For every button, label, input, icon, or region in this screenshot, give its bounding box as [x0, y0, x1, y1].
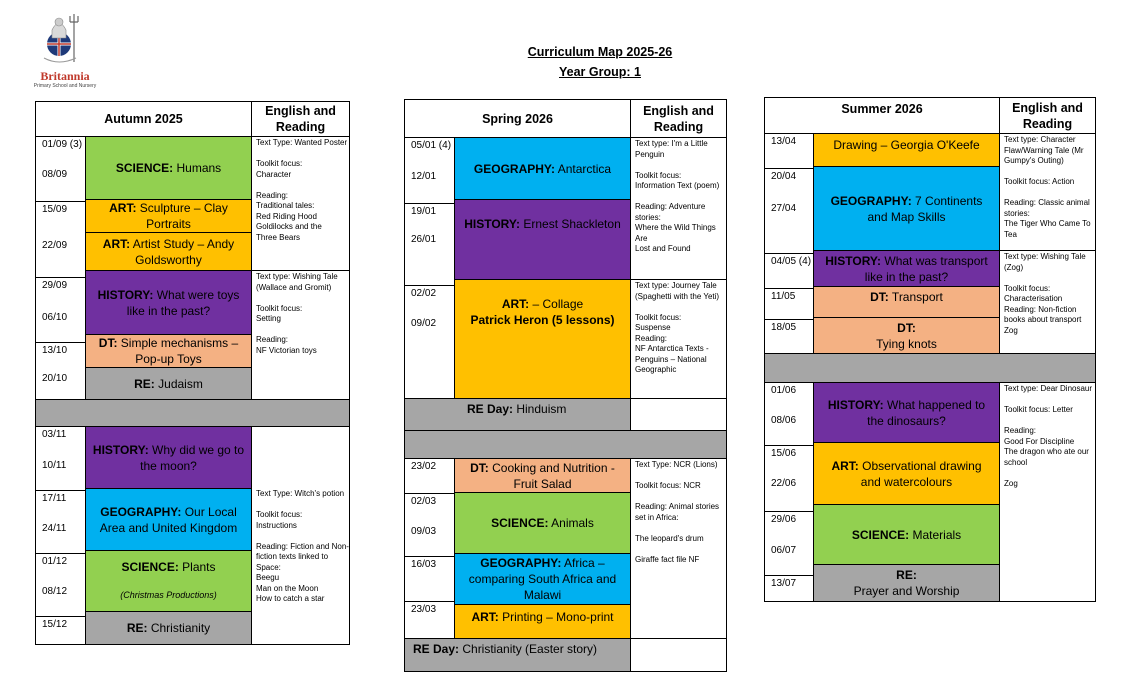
spring-notes-3: Text Type: NCR (Lions) Toolkit focus: NCR Reading: Animal stories set in Africa: The leopard's drum Giraffe fact file NF [630, 458, 726, 638]
school-subtitle: Primary School and Nursery [33, 83, 97, 89]
summer-topic-drawing: Drawing – Georgia O'Keefe [813, 133, 999, 166]
summer-topic-science-materials: SCIENCE: Materials [813, 504, 999, 564]
summer-notes-1: Text type: Character Flaw/Warning Tale (Mr Gumpy's Outing) Toolkit focus: Action Reading: Classic animal stories: The Tiger Who Came To Tea [999, 133, 1095, 250]
autumn-table [35, 101, 350, 645]
date: 01/09 (3) [42, 139, 83, 150]
date: 19/01 [405, 203, 454, 232]
date: 12/01 [411, 171, 437, 182]
date: 18/05 [765, 319, 813, 353]
autumn-term-header: Autumn 2025 [104, 112, 183, 126]
spring-notes-1: Text type: I'm a Little Penguin Toolkit focus: Information Text (poem) Reading: Adventure stories: Where the Wild Things Are Lost and Found [630, 137, 726, 279]
spring-topic-science-animals: SCIENCE: Animals [454, 492, 630, 553]
date: 03/11 [42, 429, 67, 440]
autumn-topic-geography-local: GEOGRAPHY: Our Local Area and United Kingdom [85, 488, 251, 550]
date: 26/01 [411, 234, 437, 245]
date: 09/03 [411, 526, 437, 537]
date: 20/04 [765, 168, 813, 201]
date: 05/01 (4) [411, 140, 452, 151]
date: 04/05 (4) [765, 253, 813, 288]
date: 15/06 [765, 445, 813, 476]
date: 08/09 [42, 169, 68, 180]
autumn-topic-art-sculpture: ART: Sculpture – Clay Portraits [85, 199, 251, 232]
spring-topic-geography-africa: GEOGRAPHY: Africa – comparing South Africa and Malawi [454, 553, 630, 604]
autumn-topic-science-plants: SCIENCE: Plants (Christmas Productions) [85, 550, 251, 611]
autumn-topic-history-moon: HISTORY: Why did we go to the moon? [85, 426, 251, 488]
summer-topic-geography-continents: GEOGRAPHY: 7 Continents and Map Skills [813, 166, 999, 250]
summer-topic-history-transport: HISTORY: What was transport like in the past? [813, 250, 999, 286]
date: 15/09 [36, 201, 85, 238]
date: 29/09 [36, 277, 85, 310]
summer-topic-dt-knots: DT: Tying knots [813, 317, 999, 353]
spring-notes-empty-2 [630, 638, 726, 671]
date: 09/02 [411, 318, 437, 329]
autumn-topic-re-judaism: RE: Judaism [85, 367, 251, 399]
date: 10/11 [42, 460, 67, 471]
spring-table [404, 99, 727, 672]
spring-topic-geography-antarctica: GEOGRAPHY: Antarctica [454, 137, 630, 199]
autumn-english-header: English and Reading [251, 102, 349, 136]
date: 13/07 [765, 575, 813, 601]
spring-term-header: Spring 2026 [482, 111, 553, 126]
date: 01/12 [36, 553, 85, 584]
autumn-notes-1: Text Type: Wanted Poster Toolkit focus: Character Reading: Traditional tales: Red Riding Hood Goldilocks and the Three Bears [251, 136, 349, 270]
summer-dates-top [765, 133, 813, 353]
summer-topic-art-observational: ART: Observational drawing and watercolours [813, 442, 999, 504]
date: 29/06 [765, 511, 813, 543]
autumn-half-term-band [36, 399, 349, 426]
date: 01/06 [771, 385, 797, 396]
autumn-notes-3: Text Type: Witch's potion Toolkit focus: Instructions Reading: Fiction and Non-fiction texts linked to Space: Beegu Man on the Moon How to catch a star [251, 426, 349, 644]
summer-english-header: English and Reading [999, 98, 1095, 133]
spring-notes-2: Text type: Journey Tale (Spaghetti with the Yeti) Toolkit focus: Suspense Reading: NF Antarctica Texts - Penguins – National Geographic [630, 279, 726, 398]
spring-topic-history-shackleton: HISTORY: Ernest Shackleton [454, 199, 630, 279]
autumn-topic-dt-mechanisms: DT: Simple mechanisms – Pop-up Toys [85, 334, 251, 367]
spring-notes-empty [630, 398, 726, 430]
summer-topic-dt-transport: DT: Transport [813, 286, 999, 317]
date: 11/05 [765, 288, 813, 319]
autumn-topic-science-humans: SCIENCE: Humans [85, 136, 251, 199]
spring-topic-art-printing: ART: Printing – Mono-print [454, 604, 630, 638]
school-name: Britannia [40, 69, 90, 83]
date: 22/06 [771, 478, 797, 489]
autumn-topic-art-study: ART: Artist Study – Andy Goldsworthy [85, 232, 251, 270]
spring-dates-top [405, 137, 454, 398]
date: 22/09 [42, 240, 68, 251]
date: 16/03 [405, 556, 454, 601]
autumn-dates-bottom [36, 426, 85, 644]
summer-dates-bottom [765, 382, 813, 601]
date: 23/02 [411, 461, 437, 472]
autumn-notes-2: Text type: Wishing Tale (Wallace and Gromit) Toolkit focus: Setting Reading: NF Victorian toys [251, 270, 349, 399]
date: 15/12 [36, 616, 85, 644]
spring-topic-re-christianity: RE Day: Christianity (Easter story) [405, 638, 630, 671]
date: 02/03 [405, 493, 454, 524]
date: 02/02 [405, 285, 454, 316]
spring-topic-art-collage: ART: – Collage Patrick Heron (5 lessons) [454, 279, 630, 398]
date: 06/07 [771, 545, 797, 556]
summer-notes-3: Text type: Dear Dinosaur Toolkit focus: Letter Reading: Good For Discipline The dragon who ate our school Zog [999, 382, 1095, 601]
year-group: Year Group: 1 [559, 65, 641, 79]
autumn-topic-history-toys: HISTORY: What were toys like in the past? [85, 270, 251, 334]
date: 06/10 [42, 312, 68, 323]
date: 08/12 [42, 586, 68, 597]
date: 08/06 [771, 415, 797, 426]
date: 23/03 [405, 601, 454, 634]
spring-topic-re-hinduism: RE Day: Hinduism [405, 398, 630, 430]
date: 24/11 [42, 523, 67, 534]
autumn-topic-re-christianity: RE: Christianity [85, 611, 251, 644]
spring-dates-bottom [405, 458, 454, 638]
summer-half-term-band [765, 353, 1095, 382]
date: 13/04 [771, 136, 797, 147]
spring-topic-dt-cooking: DT: Cooking and Nutrition - Fruit Salad [454, 458, 630, 492]
spring-half-term-band [405, 430, 726, 458]
spring-english-header: English and Reading [630, 100, 726, 137]
autumn-dates-top [36, 136, 85, 399]
date: 17/11 [36, 490, 85, 521]
date: 13/10 [36, 342, 85, 371]
date: 20/10 [42, 373, 68, 384]
summer-topic-history-dinosaurs: HISTORY: What happened to the dinosaurs? [813, 382, 999, 442]
summer-topic-re-prayer: RE: Prayer and Worship [813, 564, 999, 601]
summer-term-header: Summer 2026 [841, 102, 923, 116]
summer-table [764, 97, 1096, 602]
page-title: Curriculum Map 2025-26 [527, 45, 673, 59]
date: 27/04 [771, 203, 797, 214]
summer-notes-2: Text type: Wishing Tale (Zog) Toolkit focus: Characterisation Reading: Non-fiction books about transport Zog [999, 250, 1095, 353]
